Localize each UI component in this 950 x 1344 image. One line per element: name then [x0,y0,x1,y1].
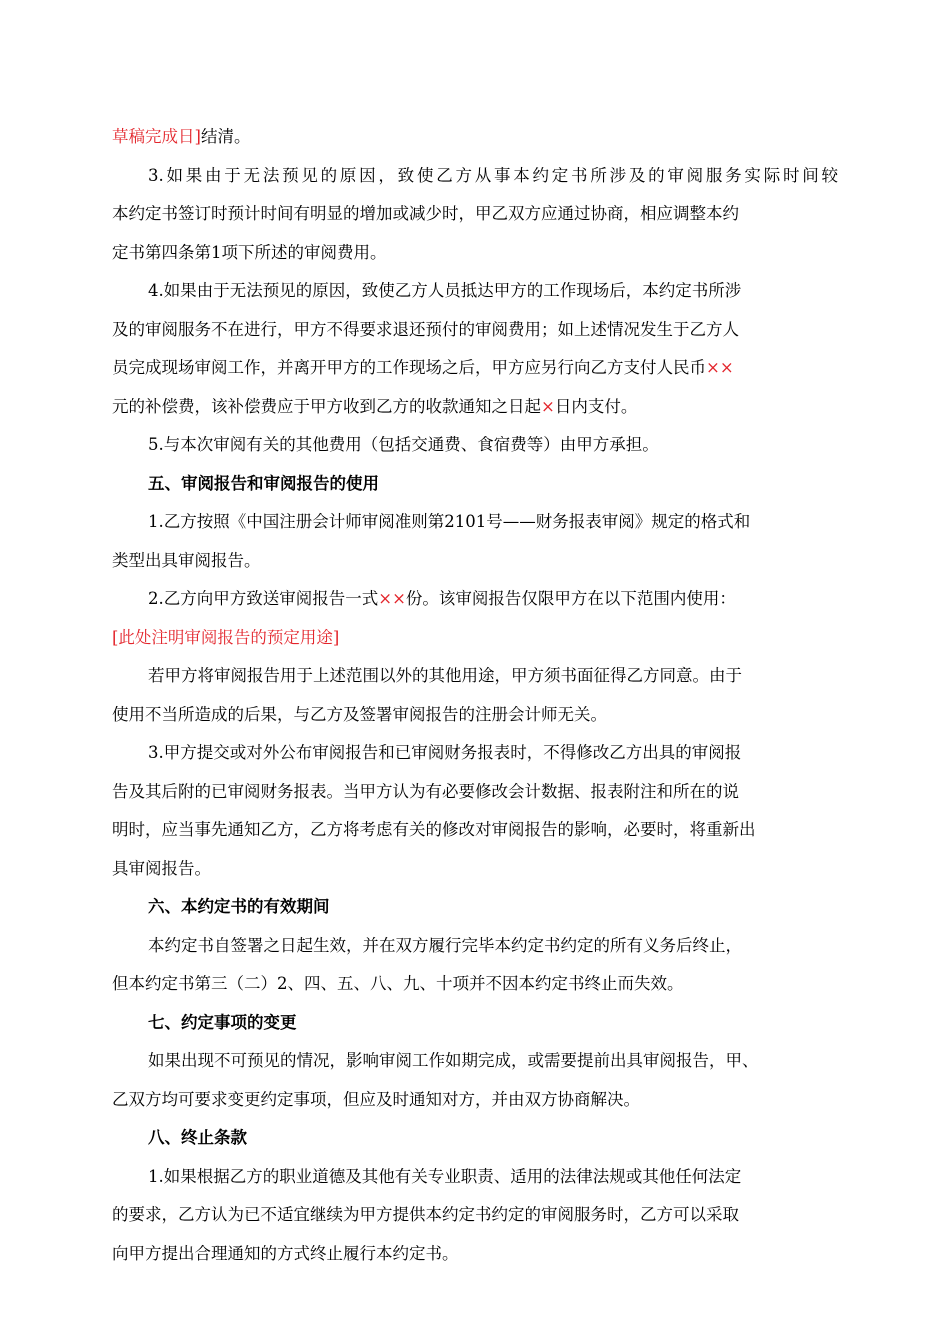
placeholder-amount: ×× [706,358,734,377]
clause-8-1: 1.如果根据乙方的职业道德及其他有关专业职责、适用的法律法规或其他任何法定 的要求，乙方认为已不适宜继续为甲方提供本约定书约定的审阅服务时，乙方可以采取 向甲方提出合理通知的方式终止履行本约定书。 [112,1166,742,1263]
clause-5-2-usage: 若甲方将审阅报告用于上述范围以外的其他用途，甲方须书面征得乙方同意。由于 使用不当所造成的后果，与乙方及签署审阅报告的注册会计师无关。 [112,666,742,724]
placeholder-copies: ×× [378,589,406,608]
clause-5-2: 2.乙方向甲方致送审阅报告一式××份。该审阅报告仅限甲方在以下范围内使用： [此处注明审阅报告的预定用途] [112,580,838,657]
heading-section-6: 六、本约定书的有效期间 [148,897,330,916]
document-body [112,118,838,1273]
heading-section-5: 五、审阅报告和审阅报告的使用 [148,473,379,493]
clause-6: 本约定书自签署之日起生效，并在双方履行完毕本约定书约定的所有义务后终止， 但本约定书第三（二）2、四、五、八、九、十项并不因本约定书终止而失效。 [112,935,742,993]
clause-5-1: 1.乙方按照《中国注册会计师审阅准则第2101号——财务报表审阅》规定的格式和 类型出具审阅报告。 [112,512,751,570]
paragraph-settlement-end: 草稿完成日]结清。 [112,127,251,146]
clause-4-5: 5.与本次审阅有关的其他费用（包括交通费、食宿费等）由甲方承担。 [148,435,659,454]
clause-5-3: 3.甲方提交或对外公布审阅报告和已审阅财务报表时，不得修改乙方出具的审阅报 告及其后附的已审阅财务报表。当甲方认为有必要修改会计数据、报表附注和所在的说 明时，应当事先通知乙方，乙方将考虑有关的修改对审阅报告的影响，必要时，将重新出 具审阅报告。 [112,743,756,878]
clause-4-4: 4.如果由于无法预见的原因，致使乙方人员抵达甲方的工作现场后，本约定书所涉 及的审阅服务不在进行，甲方不得要求退还预付的审阅费用；如上述情况发生于乙方人 员完成现场审阅工作，并离开甲方的工作现场之后，甲方应另行向乙方支付人民币×× 元的补偿费，该补偿费应于甲方收到乙方的收款通知之日起×日内支付。 [112,281,742,416]
clause-7: 如果出现不可预见的情况，影响审阅工作如期完成，或需要提前出具审阅报告，甲、 乙双方均可要求变更约定事项，但应及时通知对方，并由双方协商解决。 [112,1051,759,1109]
placeholder-days: × [541,396,555,416]
heading-section-8: 八、终止条款 [148,1128,247,1147]
heading-section-7: 七、约定事项的变更 [148,1012,297,1032]
placeholder-draft-date: 草稿完成日] [112,127,201,146]
placeholder-report-purpose: [此处注明审阅报告的预定用途] [112,627,340,647]
clause-4-3: 3.如果由于无法预见的原因，致使乙方从事本约定书所涉及的审阅服务实际时间较 本约定书签订时预计时间有明显的增加或减少时，甲乙双方应通过协商，相应调整本约 定书第四条第1项下所述的审阅费用。 [112,165,838,262]
